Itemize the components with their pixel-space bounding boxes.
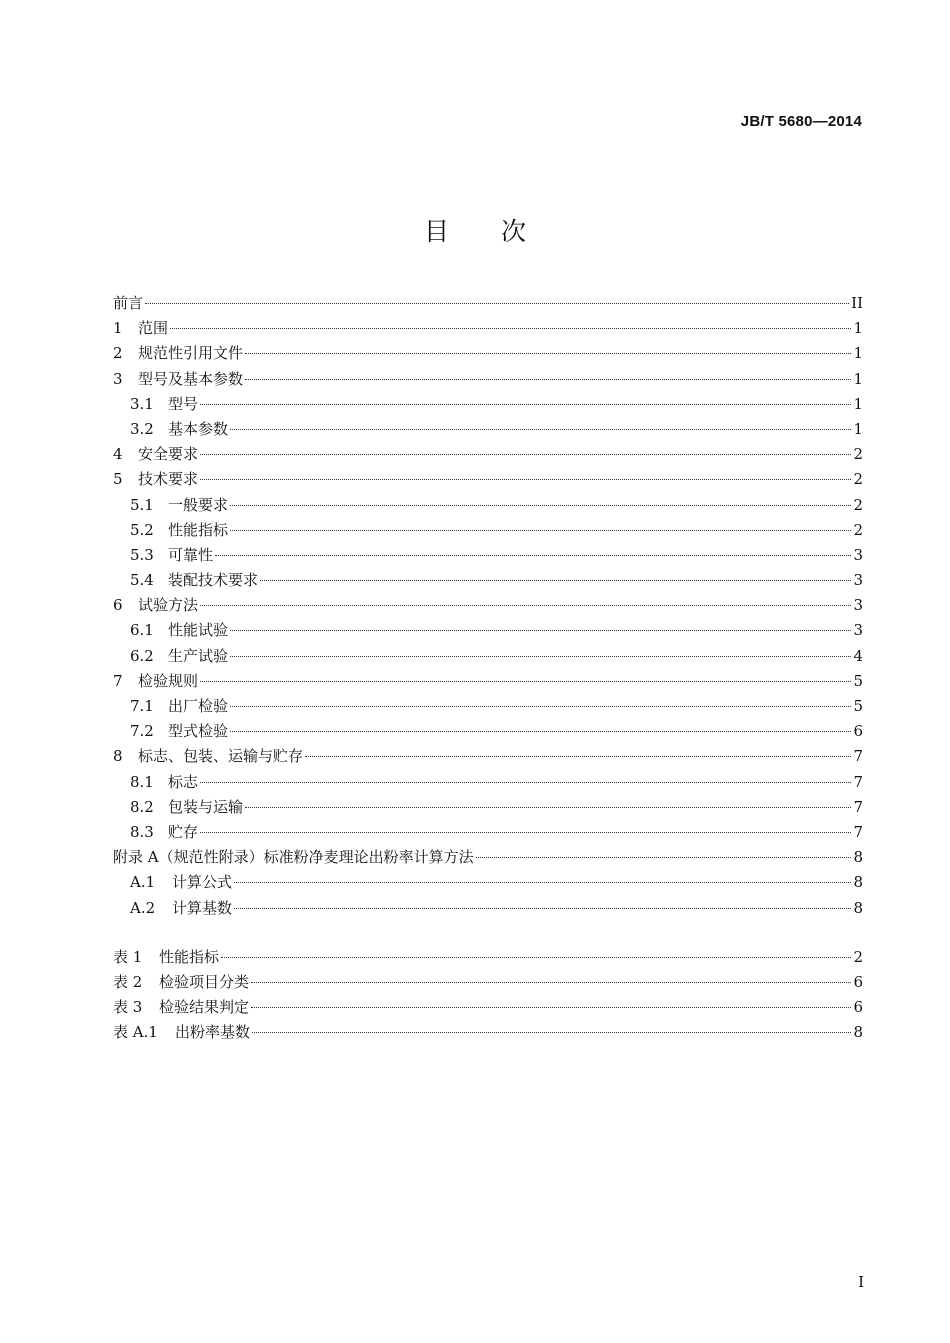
- toc-entry-number: 3: [113, 369, 123, 388]
- toc-entry-number: 5.1: [130, 495, 154, 514]
- toc-entry-page: 3: [853, 571, 863, 590]
- toc-entry[interactable]: [113, 468, 863, 493]
- toc-entry[interactable]: [113, 443, 863, 468]
- dot-leader: [200, 404, 851, 405]
- dot-leader: [251, 982, 851, 983]
- toc-entry-label: 性能试验: [168, 621, 229, 640]
- toc-entry-number: 2: [113, 344, 123, 363]
- toc-entry-page: 8: [853, 873, 863, 892]
- toc-entry[interactable]: [113, 670, 863, 695]
- toc-entry-label: 出厂检验: [168, 697, 229, 715]
- toc-entry-label: 贮存: [168, 822, 199, 841]
- toc-entry[interactable]: [113, 418, 863, 443]
- toc-entry-number: 8: [113, 747, 123, 766]
- toc-entry-page: 3: [853, 621, 863, 640]
- toc-entry-number: 6: [113, 596, 123, 615]
- toc-entry-label: 计算公式: [172, 873, 233, 892]
- dot-leader: [215, 555, 851, 556]
- page-title: 目次: [423, 217, 578, 246]
- toc-entry-page: 2: [853, 445, 863, 464]
- toc-entry-number: 7.1: [130, 697, 154, 715]
- toc-entry-label: 附录 A（规范性附录）标准粉净麦理论出粉率计算方法: [113, 848, 474, 867]
- section-gap: [113, 922, 863, 946]
- toc-entry-label: 范围: [138, 319, 169, 338]
- toc-entry-number: 3.1: [130, 394, 154, 413]
- toc-entry-label: 型号: [168, 394, 199, 413]
- dot-leader: [305, 756, 851, 757]
- toc-entry-page: 7: [853, 797, 863, 816]
- toc-entry-page: 5: [853, 697, 863, 715]
- toc-entry-label: 可靠性: [168, 545, 214, 564]
- toc-entry-label: 规范性引用文件: [138, 344, 244, 363]
- table-entry-number: 表 2: [113, 972, 143, 991]
- toc-entry[interactable]: [113, 342, 863, 367]
- toc-entry-number: 7: [113, 671, 123, 690]
- toc-entry-label: 装配技术要求: [168, 571, 259, 590]
- toc-entry-page: 8: [853, 848, 863, 867]
- toc-entry[interactable]: [113, 720, 863, 745]
- toc-entry-page: 3: [853, 596, 863, 615]
- toc-entry-label: 前言: [113, 294, 144, 312]
- table-entry-number: 表 A.1: [113, 1023, 158, 1042]
- toc-entry[interactable]: [113, 519, 863, 544]
- toc-entry-label: 安全要求: [138, 445, 199, 464]
- toc-entry-page: 1: [853, 344, 863, 363]
- toc-entry-number: 5.3: [130, 545, 154, 564]
- dot-leader: [245, 353, 851, 354]
- dot-leader: [260, 580, 851, 581]
- toc-entries: [113, 292, 863, 922]
- table-entry[interactable]: [113, 1021, 863, 1046]
- table-entry-label: 出粉率基数: [175, 1023, 251, 1042]
- toc-entry-label: 标志: [168, 772, 199, 791]
- table-entry-label: 检验结果判定: [159, 998, 250, 1017]
- dot-leader: [200, 782, 851, 783]
- toc-entry[interactable]: [113, 821, 863, 846]
- dot-leader: [230, 706, 851, 707]
- toc-entry[interactable]: [113, 745, 863, 770]
- dot-leader: [230, 429, 851, 430]
- table-entry-number: 表 1: [113, 947, 143, 966]
- toc-entry-label: 一般要求: [168, 495, 229, 514]
- dot-leader: [234, 908, 851, 909]
- toc-entry[interactable]: [113, 897, 863, 922]
- table-entry-label: 性能指标: [159, 947, 220, 966]
- toc-entry[interactable]: [113, 544, 863, 569]
- toc-entry-page: 7: [853, 772, 863, 791]
- toc-entry-page: 7: [853, 747, 863, 766]
- dot-leader: [170, 328, 851, 329]
- toc-entry-page: 1: [853, 319, 863, 338]
- page-number: I: [858, 1273, 864, 1291]
- toc-entry[interactable]: [113, 846, 863, 871]
- toc-entry[interactable]: [113, 368, 863, 393]
- table-of-contents: [113, 292, 863, 1046]
- toc-entry-page: 8: [853, 898, 863, 917]
- dot-leader: [230, 731, 851, 732]
- dot-leader: [251, 1007, 851, 1008]
- dot-leader: [221, 957, 851, 958]
- toc-entry-label: 试验方法: [138, 596, 199, 615]
- toc-entry-number: 5.4: [130, 571, 154, 590]
- toc-entry[interactable]: [113, 317, 863, 342]
- toc-entry-page: 6: [853, 722, 863, 741]
- toc-entry[interactable]: [113, 594, 863, 619]
- dot-leader: [245, 807, 851, 808]
- table-list: [113, 946, 863, 1047]
- toc-entry-number: 1: [113, 319, 123, 338]
- toc-entry-page: 3: [853, 545, 863, 564]
- standard-code: JB/T 5680—2014: [740, 113, 862, 130]
- toc-entry[interactable]: [113, 619, 863, 644]
- toc-entry-number: 5.2: [130, 520, 154, 539]
- toc-entry-number: A.1: [130, 873, 156, 892]
- toc-entry-page: 4: [853, 646, 863, 665]
- table-entry[interactable]: [113, 996, 863, 1021]
- table-entry[interactable]: [113, 971, 863, 996]
- toc-entry-number: 7.2: [130, 722, 154, 741]
- dot-leader: [230, 530, 851, 531]
- table-entry-page: 6: [853, 972, 863, 991]
- toc-entry[interactable]: [113, 771, 863, 796]
- toc-entry[interactable]: [113, 569, 863, 594]
- toc-entry-page: 2: [853, 520, 863, 539]
- dot-leader: [145, 303, 849, 304]
- toc-entry-page: 1: [853, 394, 863, 413]
- toc-entry-page: 2: [853, 470, 863, 489]
- toc-entry-label: 包装与运输: [168, 797, 244, 816]
- toc-entry-number: 6.1: [130, 621, 154, 640]
- toc-entry-page: 7: [853, 822, 863, 841]
- toc-entry-page: II: [851, 294, 863, 312]
- toc-entry[interactable]: [113, 645, 863, 670]
- dot-leader: [252, 1032, 851, 1033]
- toc-entry-number: 6.2: [130, 646, 154, 665]
- toc-entry-number: 3.2: [130, 419, 154, 438]
- toc-entry-label: 标志、包装、运输与贮存: [138, 747, 304, 766]
- toc-entry-page: 2: [853, 495, 863, 514]
- dot-leader: [200, 605, 851, 606]
- table-entry-page: 6: [853, 998, 863, 1017]
- toc-entry-number: 8.3: [130, 822, 154, 841]
- toc-entry-label: 型式检验: [168, 722, 229, 741]
- toc-entry-page: 5: [853, 671, 863, 690]
- toc-entry[interactable]: [113, 393, 863, 418]
- toc-entry-page: 1: [853, 419, 863, 438]
- dot-leader: [230, 505, 851, 506]
- table-entry-page: 2: [853, 947, 863, 966]
- toc-entry-label: 性能指标: [168, 520, 229, 539]
- dot-leader: [230, 630, 851, 631]
- toc-entry-label: 检验规则: [138, 671, 199, 690]
- table-entry-page: 8: [853, 1023, 863, 1042]
- dot-leader: [200, 454, 851, 455]
- dot-leader: [230, 656, 851, 657]
- dot-leader: [245, 379, 851, 380]
- table-entry[interactable]: [113, 946, 863, 971]
- table-entry-label: 检验项目分类: [159, 972, 250, 991]
- dot-leader: [200, 832, 851, 833]
- toc-entry[interactable]: [113, 695, 863, 720]
- toc-entry-label: 型号及基本参数: [138, 369, 244, 388]
- toc-entry-label: 生产试验: [168, 646, 229, 665]
- toc-entry[interactable]: [113, 871, 863, 896]
- toc-entry-number: 8.1: [130, 772, 154, 791]
- toc-entry-label: 技术要求: [138, 470, 199, 489]
- toc-entry[interactable]: [113, 292, 863, 317]
- toc-entry-number: 8.2: [130, 797, 154, 816]
- dot-leader: [200, 479, 851, 480]
- dot-leader: [200, 681, 851, 682]
- toc-entry[interactable]: [113, 494, 863, 519]
- toc-entry-label: 基本参数: [168, 419, 229, 438]
- toc-entry-label: 计算基数: [172, 898, 233, 917]
- toc-entry-number: 5: [113, 470, 123, 489]
- toc-entry-page: 1: [853, 369, 863, 388]
- table-entry-number: 表 3: [113, 998, 143, 1017]
- toc-entry[interactable]: [113, 796, 863, 821]
- toc-entry-number: A.2: [130, 898, 156, 917]
- dot-leader: [476, 857, 851, 858]
- dot-leader: [234, 882, 851, 883]
- toc-entry-number: 4: [113, 445, 123, 464]
